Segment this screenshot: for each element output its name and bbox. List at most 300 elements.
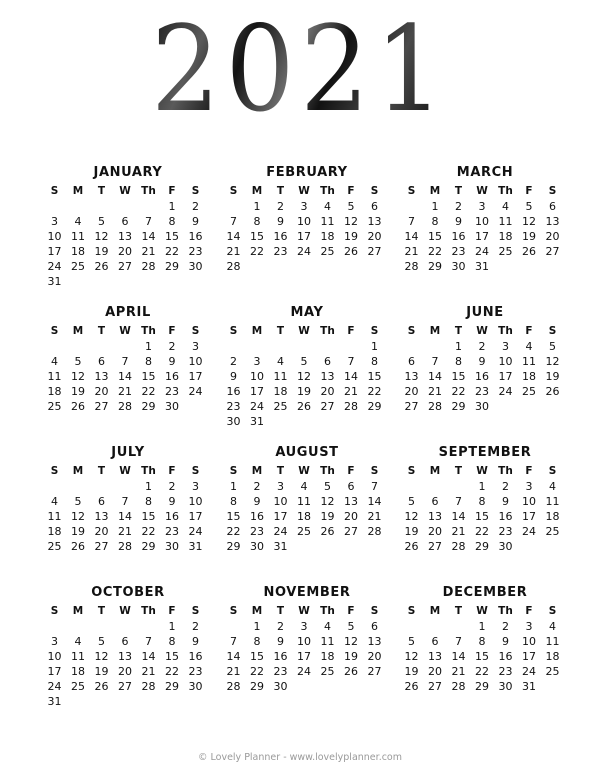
day-number: 5 bbox=[408, 495, 415, 508]
day-number: 9 bbox=[478, 355, 486, 368]
day-number: 6 bbox=[371, 620, 378, 633]
year-title-text: 2021 bbox=[150, 0, 450, 138]
day-number: 3 bbox=[300, 620, 308, 633]
day-number: 11 bbox=[273, 370, 288, 383]
empty-day bbox=[400, 339, 423, 354]
day-number: 24 bbox=[498, 385, 513, 398]
day-number: 20 bbox=[367, 650, 382, 663]
day-number: 22 bbox=[428, 245, 442, 258]
weekday-label: S bbox=[191, 185, 200, 197]
day-number: 30 bbox=[226, 415, 241, 428]
day-number: 11 bbox=[320, 635, 335, 648]
weekday-label: T bbox=[276, 605, 285, 617]
week-row bbox=[43, 509, 213, 524]
empty-day bbox=[67, 619, 90, 634]
day-number: 28 bbox=[141, 680, 156, 693]
day-number: 19 bbox=[297, 385, 311, 398]
empty-day bbox=[43, 339, 66, 354]
day-number: 14 bbox=[141, 650, 156, 663]
week-row bbox=[400, 634, 570, 649]
day-number: 22 bbox=[165, 245, 179, 258]
day-number: 22 bbox=[367, 385, 382, 398]
day-number: 31 bbox=[188, 540, 203, 553]
day-number: 15 bbox=[451, 370, 466, 383]
day-number: 17 bbox=[522, 650, 536, 663]
day-number: 28 bbox=[344, 400, 358, 413]
weekday-header bbox=[222, 604, 392, 619]
empty-day bbox=[90, 479, 113, 494]
day-number: 1 bbox=[431, 200, 439, 213]
weekday-label: T bbox=[276, 185, 285, 197]
week-row bbox=[222, 679, 392, 694]
day-number: 21 bbox=[367, 510, 382, 523]
day-number: 21 bbox=[428, 385, 442, 398]
month-september bbox=[400, 444, 570, 554]
day-number: 8 bbox=[145, 495, 152, 508]
day-number: 3 bbox=[51, 215, 58, 228]
day-number: 4 bbox=[324, 620, 331, 633]
day-number: 24 bbox=[47, 260, 62, 273]
weekday-label: S bbox=[407, 185, 416, 197]
weekday-label: T bbox=[276, 465, 285, 477]
weekday-label: S bbox=[370, 605, 379, 617]
day-number: 3 bbox=[525, 620, 533, 633]
day-number: 26 bbox=[344, 245, 358, 258]
weekday-label: T bbox=[454, 605, 463, 617]
footer-credit: © Lovely Planner - www.lovelyplanner.com bbox=[197, 752, 402, 763]
weekday-label: M bbox=[251, 325, 263, 337]
day-number: 7 bbox=[121, 355, 129, 368]
day-number: 17 bbox=[522, 510, 536, 523]
day-number: 24 bbox=[522, 525, 536, 538]
weekday-header bbox=[400, 604, 570, 619]
day-number: 6 bbox=[371, 200, 378, 213]
weekday-header bbox=[43, 464, 213, 479]
week-row bbox=[222, 494, 392, 509]
weekday-label: F bbox=[347, 325, 355, 337]
week-row bbox=[400, 399, 570, 414]
day-number: 1 bbox=[478, 480, 486, 493]
day-number: 12 bbox=[344, 215, 358, 228]
week-row bbox=[400, 649, 570, 664]
day-number: 14 bbox=[118, 510, 132, 523]
day-number: 2 bbox=[253, 480, 261, 493]
day-number: 9 bbox=[230, 370, 237, 383]
day-number: 26 bbox=[297, 400, 311, 413]
day-number: 25 bbox=[498, 245, 513, 258]
empty-day bbox=[400, 199, 423, 214]
empty-day bbox=[424, 479, 447, 494]
day-number: 7 bbox=[455, 635, 462, 648]
day-number: 10 bbox=[250, 370, 264, 383]
week-row bbox=[43, 229, 213, 244]
day-number: 10 bbox=[188, 355, 203, 368]
day-number: 9 bbox=[168, 355, 176, 368]
day-number: 21 bbox=[141, 245, 156, 258]
day-number: 6 bbox=[98, 355, 105, 368]
day-number: 25 bbox=[320, 665, 335, 678]
day-number: 1 bbox=[145, 480, 152, 493]
week-row bbox=[43, 679, 213, 694]
week-row bbox=[43, 214, 213, 229]
month-name: DECEMBER bbox=[442, 585, 528, 600]
day-number: 22 bbox=[141, 385, 156, 398]
day-number: 4 bbox=[324, 200, 331, 213]
weekday-label: Th bbox=[320, 325, 335, 337]
day-number: 30 bbox=[250, 540, 264, 553]
empty-day bbox=[114, 619, 137, 634]
day-number: 13 bbox=[94, 370, 109, 383]
day-number: 10 bbox=[297, 215, 311, 228]
day-number: 23 bbox=[165, 385, 179, 398]
day-number: 25 bbox=[71, 680, 85, 693]
weekday-label: W bbox=[119, 465, 131, 477]
day-number: 26 bbox=[320, 525, 335, 538]
day-number: 23 bbox=[250, 525, 264, 538]
weekday-header bbox=[222, 324, 392, 339]
weekday-label: Th bbox=[320, 605, 335, 617]
weekday-label: S bbox=[191, 465, 200, 477]
empty-day bbox=[137, 619, 160, 634]
day-number: 23 bbox=[475, 385, 489, 398]
day-number: 1 bbox=[230, 480, 237, 493]
day-number: 28 bbox=[226, 260, 241, 273]
day-number: 28 bbox=[367, 525, 382, 538]
day-number: 3 bbox=[502, 340, 509, 353]
day-number: 22 bbox=[475, 665, 489, 678]
day-number: 19 bbox=[404, 525, 419, 538]
month-august bbox=[222, 444, 392, 554]
day-number: 23 bbox=[226, 400, 241, 413]
day-number: 6 bbox=[408, 355, 415, 368]
week-row bbox=[400, 539, 570, 554]
day-number: 25 bbox=[522, 385, 536, 398]
weekday-header bbox=[222, 184, 392, 199]
day-number: 16 bbox=[165, 370, 179, 383]
day-number: 22 bbox=[451, 385, 466, 398]
day-number: 27 bbox=[94, 400, 109, 413]
day-number: 25 bbox=[545, 665, 560, 678]
month-name: FEBRUARY bbox=[266, 165, 348, 180]
day-number: 16 bbox=[273, 650, 288, 663]
day-number: 9 bbox=[192, 215, 199, 228]
day-number: 23 bbox=[273, 245, 288, 258]
weekday-label: M bbox=[251, 605, 263, 617]
day-number: 8 bbox=[168, 215, 176, 228]
day-number: 10 bbox=[522, 635, 536, 648]
weekday-label: S bbox=[191, 325, 200, 337]
day-number: 12 bbox=[94, 650, 109, 663]
day-number: 8 bbox=[253, 215, 261, 228]
day-number: 21 bbox=[404, 245, 419, 258]
day-number: 17 bbox=[273, 510, 288, 523]
empty-day bbox=[43, 619, 66, 634]
empty-day bbox=[246, 339, 269, 354]
weekday-label: Th bbox=[141, 185, 156, 197]
week-row bbox=[400, 354, 570, 369]
empty-day bbox=[90, 339, 113, 354]
empty-day bbox=[114, 199, 137, 214]
week-row bbox=[43, 399, 213, 414]
weekday-label: T bbox=[97, 465, 106, 477]
weekday-label: S bbox=[50, 325, 59, 337]
day-number: 29 bbox=[475, 540, 489, 553]
day-number: 18 bbox=[320, 650, 335, 663]
empty-day bbox=[114, 479, 137, 494]
day-number: 20 bbox=[320, 385, 335, 398]
day-number: 21 bbox=[141, 665, 156, 678]
day-number: 25 bbox=[297, 525, 311, 538]
day-number: 23 bbox=[273, 665, 288, 678]
day-number: 15 bbox=[428, 230, 442, 243]
weekday-label: F bbox=[525, 465, 533, 477]
day-number: 26 bbox=[94, 680, 109, 693]
day-number: 2 bbox=[502, 480, 509, 493]
day-number: 13 bbox=[367, 635, 382, 648]
day-number: 17 bbox=[47, 665, 62, 678]
day-number: 29 bbox=[367, 400, 382, 413]
day-number: 10 bbox=[188, 495, 203, 508]
day-number: 12 bbox=[545, 355, 560, 368]
day-number: 18 bbox=[71, 245, 85, 258]
day-number: 13 bbox=[94, 510, 109, 523]
empty-day bbox=[400, 619, 423, 634]
week-row bbox=[222, 634, 392, 649]
day-number: 6 bbox=[324, 355, 331, 368]
day-number: 10 bbox=[273, 495, 288, 508]
week-row bbox=[222, 229, 392, 244]
day-number: 15 bbox=[250, 230, 264, 243]
day-number: 11 bbox=[297, 495, 311, 508]
day-number: 5 bbox=[74, 355, 82, 368]
day-number: 26 bbox=[71, 540, 85, 553]
day-number: 27 bbox=[118, 680, 132, 693]
week-row bbox=[400, 369, 570, 384]
day-number: 20 bbox=[545, 230, 560, 243]
day-number: 20 bbox=[428, 525, 442, 538]
week-row bbox=[400, 244, 570, 259]
weekday-label: T bbox=[276, 325, 285, 337]
week-row bbox=[222, 259, 392, 274]
empty-day bbox=[222, 339, 245, 354]
day-number: 15 bbox=[141, 370, 156, 383]
day-number: 2 bbox=[455, 200, 462, 213]
day-number: 18 bbox=[498, 230, 513, 243]
day-number: 26 bbox=[344, 665, 358, 678]
day-number: 10 bbox=[47, 230, 62, 243]
day-number: 17 bbox=[297, 650, 311, 663]
weekday-label: Th bbox=[320, 465, 335, 477]
day-number: 8 bbox=[230, 495, 237, 508]
day-number: 13 bbox=[404, 370, 419, 383]
empty-day bbox=[269, 339, 292, 354]
day-number: 21 bbox=[344, 385, 358, 398]
weekday-label: S bbox=[50, 185, 59, 197]
empty-day bbox=[316, 339, 339, 354]
day-number: 28 bbox=[118, 400, 132, 413]
empty-day bbox=[114, 339, 137, 354]
weekday-label: Th bbox=[498, 325, 513, 337]
day-number: 8 bbox=[478, 635, 486, 648]
month-name: JULY bbox=[111, 445, 145, 460]
day-number: 6 bbox=[431, 635, 439, 648]
week-row bbox=[43, 274, 213, 289]
day-number: 31 bbox=[273, 540, 288, 553]
day-number: 10 bbox=[498, 355, 513, 368]
day-number: 7 bbox=[371, 480, 378, 493]
weekday-label: S bbox=[370, 325, 379, 337]
weekday-label: Th bbox=[141, 605, 156, 617]
weekday-label: F bbox=[525, 605, 533, 617]
day-number: 1 bbox=[478, 620, 486, 633]
week-row bbox=[43, 369, 213, 384]
day-number: 3 bbox=[277, 480, 284, 493]
day-number: 2 bbox=[192, 200, 199, 213]
day-number: 20 bbox=[94, 525, 109, 538]
weekday-header bbox=[400, 324, 570, 339]
weekday-label: S bbox=[407, 605, 416, 617]
day-number: 29 bbox=[165, 260, 179, 273]
empty-day bbox=[400, 479, 423, 494]
day-number: 18 bbox=[47, 385, 62, 398]
month-name: SEPTEMBER bbox=[438, 445, 532, 460]
day-number: 27 bbox=[94, 540, 109, 553]
day-number: 28 bbox=[428, 400, 442, 413]
day-number: 28 bbox=[118, 540, 132, 553]
day-number: 25 bbox=[273, 400, 288, 413]
day-number: 29 bbox=[226, 540, 241, 553]
day-number: 7 bbox=[145, 215, 152, 228]
day-number: 14 bbox=[451, 650, 466, 663]
week-row bbox=[400, 619, 570, 634]
day-number: 17 bbox=[498, 370, 513, 383]
month-name: NOVEMBER bbox=[263, 585, 351, 600]
day-number: 31 bbox=[47, 695, 62, 708]
day-number: 25 bbox=[545, 525, 560, 538]
day-number: 13 bbox=[118, 230, 132, 243]
day-number: 12 bbox=[71, 510, 85, 523]
weekday-label: S bbox=[548, 465, 557, 477]
day-number: 29 bbox=[141, 400, 156, 413]
weekday-label: T bbox=[454, 465, 463, 477]
day-number: 18 bbox=[273, 385, 288, 398]
day-number: 1 bbox=[168, 620, 176, 633]
day-number: 13 bbox=[367, 215, 382, 228]
day-number: 1 bbox=[371, 340, 378, 353]
day-number: 1 bbox=[168, 200, 176, 213]
day-number: 24 bbox=[475, 245, 489, 258]
day-number: 13 bbox=[428, 510, 442, 523]
weekday-label: M bbox=[429, 605, 441, 617]
weekday-label: S bbox=[370, 185, 379, 197]
day-number: 1 bbox=[455, 340, 462, 353]
day-number: 9 bbox=[253, 495, 261, 508]
day-number: 18 bbox=[545, 650, 560, 663]
weekday-label: T bbox=[454, 325, 463, 337]
day-number: 17 bbox=[188, 370, 203, 383]
day-number: 26 bbox=[94, 260, 109, 273]
week-row bbox=[43, 539, 213, 554]
week-row bbox=[43, 664, 213, 679]
weekday-label: S bbox=[407, 465, 416, 477]
day-number: 30 bbox=[451, 260, 466, 273]
day-number: 25 bbox=[71, 260, 85, 273]
day-number: 24 bbox=[522, 665, 536, 678]
day-number: 19 bbox=[94, 665, 109, 678]
weekday-label: W bbox=[298, 325, 310, 337]
day-number: 12 bbox=[522, 215, 536, 228]
day-number: 3 bbox=[253, 355, 261, 368]
week-row bbox=[43, 634, 213, 649]
day-number: 6 bbox=[98, 495, 105, 508]
month-february bbox=[222, 164, 392, 274]
day-number: 24 bbox=[297, 665, 311, 678]
day-number: 5 bbox=[525, 200, 533, 213]
day-number: 5 bbox=[74, 495, 82, 508]
day-number: 19 bbox=[404, 665, 419, 678]
day-number: 30 bbox=[165, 400, 179, 413]
day-number: 11 bbox=[545, 495, 560, 508]
day-number: 27 bbox=[344, 525, 358, 538]
weekday-label: S bbox=[370, 465, 379, 477]
day-number: 4 bbox=[525, 340, 533, 353]
day-number: 4 bbox=[51, 355, 58, 368]
day-number: 23 bbox=[188, 665, 203, 678]
day-number: 19 bbox=[545, 370, 560, 383]
week-row bbox=[400, 259, 570, 274]
day-number: 11 bbox=[545, 635, 560, 648]
weekday-label: W bbox=[298, 605, 310, 617]
weekday-label: S bbox=[548, 185, 557, 197]
day-number: 15 bbox=[165, 650, 179, 663]
day-number: 1 bbox=[253, 200, 261, 213]
day-number: 31 bbox=[475, 260, 489, 273]
day-number: 9 bbox=[192, 635, 199, 648]
weekday-label: W bbox=[119, 185, 131, 197]
year-title bbox=[0, 0, 600, 138]
month-april bbox=[43, 304, 213, 414]
month-name: JANUARY bbox=[93, 165, 163, 180]
day-number: 4 bbox=[74, 635, 82, 648]
day-number: 16 bbox=[165, 510, 179, 523]
day-number: 22 bbox=[250, 665, 264, 678]
day-number: 15 bbox=[165, 230, 179, 243]
day-number: 20 bbox=[118, 665, 132, 678]
weekday-label: S bbox=[229, 605, 238, 617]
weekday-label: M bbox=[72, 465, 84, 477]
week-row bbox=[43, 524, 213, 539]
day-number: 7 bbox=[455, 495, 462, 508]
day-number: 20 bbox=[428, 665, 442, 678]
day-number: 19 bbox=[344, 650, 358, 663]
day-number: 12 bbox=[344, 635, 358, 648]
day-number: 7 bbox=[145, 635, 152, 648]
day-number: 26 bbox=[404, 540, 419, 553]
day-number: 29 bbox=[141, 540, 156, 553]
day-number: 29 bbox=[165, 680, 179, 693]
day-number: 10 bbox=[297, 635, 311, 648]
day-number: 27 bbox=[428, 540, 442, 553]
day-number: 5 bbox=[98, 635, 105, 648]
week-row bbox=[43, 694, 213, 709]
week-row bbox=[400, 339, 570, 354]
day-number: 31 bbox=[522, 680, 536, 693]
weekday-label: T bbox=[97, 325, 106, 337]
day-number: 3 bbox=[525, 480, 533, 493]
day-number: 9 bbox=[502, 495, 509, 508]
empty-day bbox=[43, 479, 66, 494]
day-number: 8 bbox=[371, 355, 378, 368]
